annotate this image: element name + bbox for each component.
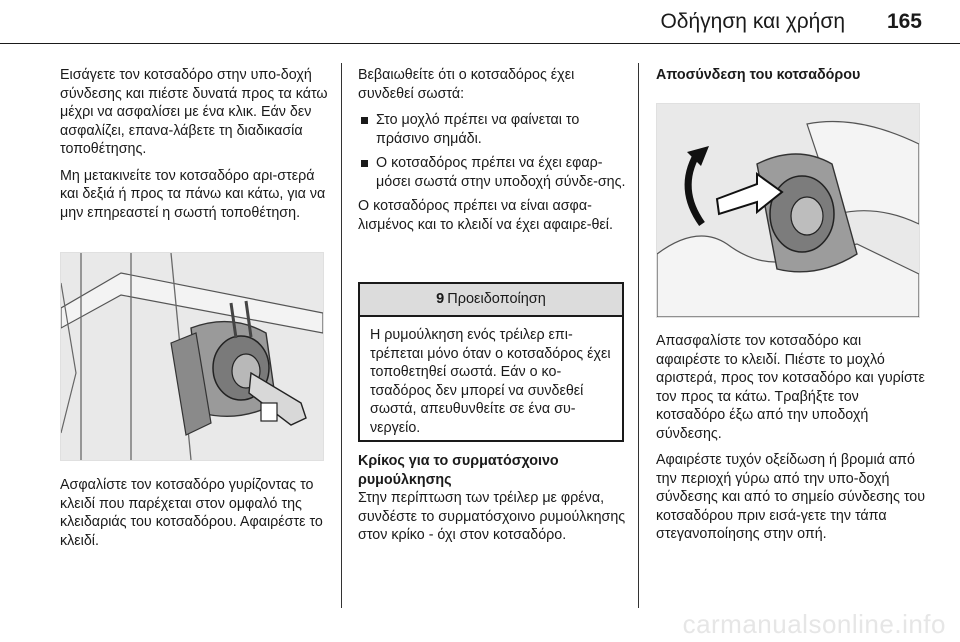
- col3-paragraph-1: Απασφαλίστε τον κοτσαδόρο και αφαιρέστε το κλειδί. Πιέστε το μοχλό αριστερά, προς τον κοτσαδόρο και γυρίστε τον προς τα κάτω. Τραβήξτε τον κοτσαδόρο έξω από την υποδοχή σύνδεσης.: [656, 333, 925, 442]
- towing-eye-section: [358, 452, 626, 553]
- watermark: carmanualsonline.info: [682, 609, 946, 639]
- page-title: Οδήγηση και χρήση: [660, 10, 845, 33]
- section-heading: Κρίκος για το συρματόσχοινο ρυμούλκησης: [358, 453, 559, 488]
- col2-intro: Βεβαιωθείτε ότι ο κοτσαδόρος έχει συνδεθεί σωστά:: [358, 67, 575, 102]
- warning-box: [358, 282, 624, 442]
- header-rule: [0, 43, 960, 44]
- col3-paragraph-2: Αφαιρέστε τυχόν οξείδωση ή βρομιά από την περιοχή γύρω από την υπο-δοχή σύνδεσης και από το σημείο σύνδεσης του κοτσαδόρου πριν εισά-γετε την τάπα στεγανοποίησης στην οπή.: [656, 452, 926, 542]
- list-item: Ο κοτσαδόρος πρέπει να έχει εφαρ-μόσει σωστά στην υποδοχή σύνδε-σης.: [358, 154, 626, 191]
- col1-paragraph-1: Εισάγετε τον κοτσαδόρο στην υπο-δοχή σύνδεσης και πιέστε δυνατά προς τα κάτω μέχρι να ασφαλίσει με ένα κλικ. Εάν δεν ασφαλίζει, επανα-λάβετε τη διαδικασία τοποθέτησης.: [60, 67, 328, 157]
- col2-paragraph: Ο κοτσαδόρος πρέπει να είναι ασφα-λισμένος και το κλειδί να έχει αφαιρε-θεί.: [358, 198, 613, 233]
- warning-header: [360, 284, 622, 317]
- tow-bar-removal-illustration: [656, 103, 920, 318]
- col1-paragraph-3: Ασφαλίστε τον κοτσαδόρο γυρίζοντας το κλειδί που παρέχεται στον ομφαλό της κλειδαριάς του κοτσαδόρου. Αφαιρέστε το κλειδί.: [60, 477, 323, 549]
- check-list: [358, 111, 626, 191]
- warning-text: Η ρυμούλκηση ενός τρέιλερ επι-τρέπεται μόνο όταν ο κοτσαδόρος έχει τοποθετηθεί σωστά. Εάν ο κο-τσαδόρος δεν μπορεί να συνδεθεί σωστά, απευθυνθείτε σε ένα συ-νεργείο.: [370, 327, 611, 436]
- col3-text: [656, 332, 926, 552]
- section-heading: Αποσύνδεση του κοτσαδόρου: [656, 67, 861, 83]
- column-1: [60, 66, 330, 549]
- page-number: 165: [886, 10, 922, 33]
- tow-bar-lock-key-illustration: [60, 252, 324, 461]
- column-divider-2: [638, 63, 639, 608]
- column-divider-1: [341, 63, 342, 608]
- warning-title: Προειδοποίηση: [447, 291, 546, 307]
- column-3: [656, 66, 926, 542]
- col2-paragraph-2: Στην περίπτωση των τρέιλερ με φρένα, συνδέστε το συρματόσχοινο ρυμούλκησης στον κρίκο - όχι στον κοτσαδόρο.: [358, 490, 626, 543]
- page-header: [0, 0, 960, 44]
- warning-icon: 9: [436, 291, 445, 307]
- list-item: Στο μοχλό πρέπει να φαίνεται το πράσινο σημάδι.: [358, 111, 626, 148]
- col1-paragraph-2: Μη μετακινείτε τον κοτσαδόρο αρι-στερά και δεξιά ή προς τα πάνω και κάτω, για να μην επηρεαστεί η σωστή τοποθέτηση.: [60, 167, 326, 221]
